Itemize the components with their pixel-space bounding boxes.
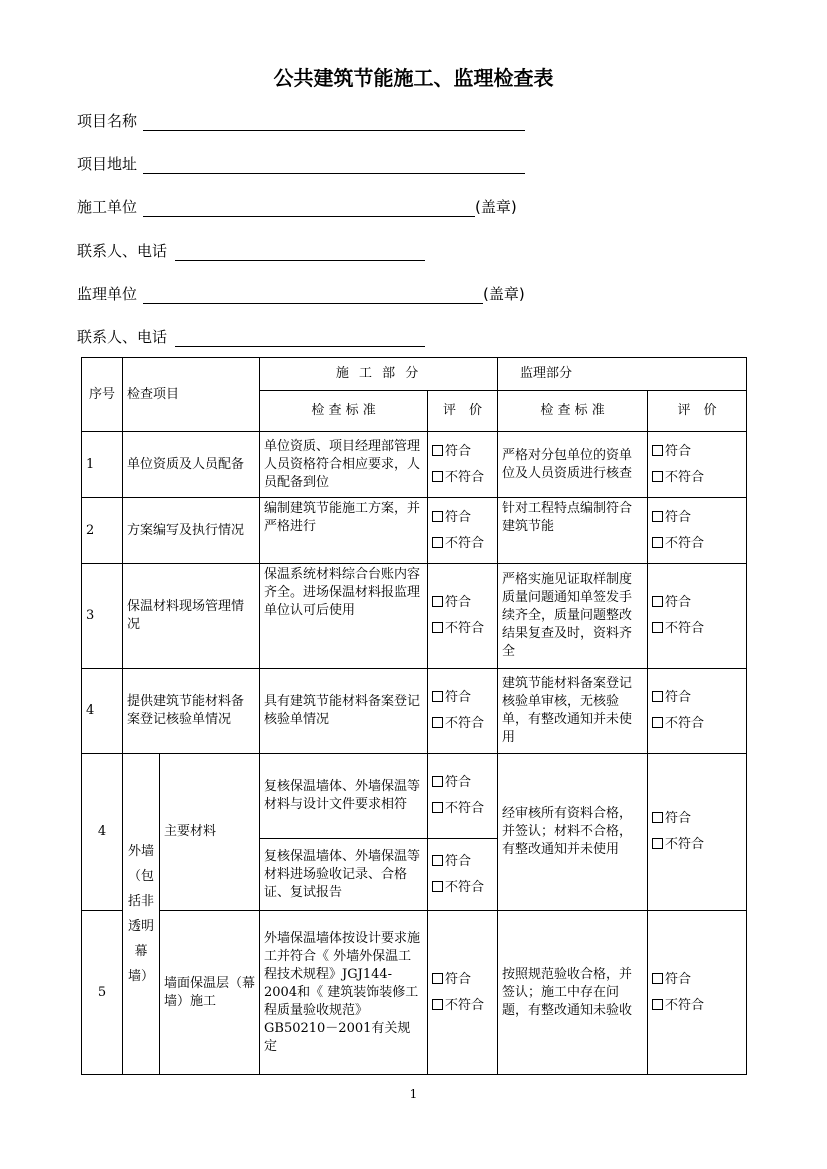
- checkbox-icon: [652, 622, 663, 633]
- checkbox-icon: [652, 471, 663, 482]
- header-item: 检查项目: [123, 358, 260, 432]
- row-seq: 4: [82, 754, 123, 911]
- construction-evaluation: [428, 669, 498, 754]
- fill-line[interactable]: [143, 172, 525, 174]
- checkbox-icon: [432, 471, 443, 482]
- checkbox-icon: [652, 537, 663, 548]
- header-construction-part: 施 工 部 分: [260, 358, 498, 391]
- checkbox-icon: [432, 999, 443, 1010]
- supervision-evaluation: [648, 669, 747, 754]
- row-seq: 3: [82, 564, 123, 669]
- pass-option[interactable]: 符合: [432, 505, 493, 531]
- supervision-standard: 按照规范验收合格，并签认；施工中存在问题，有整改通知未验收: [498, 911, 648, 1075]
- checkbox-icon: [652, 812, 663, 823]
- pass-option[interactable]: 符合: [652, 806, 742, 832]
- header-seq: 序号: [82, 358, 123, 432]
- table-row: [82, 754, 747, 839]
- row-item: 保温材料现场管理情况: [123, 564, 260, 669]
- field-label: 联系人、电话: [77, 328, 168, 346]
- pass-option[interactable]: 符合: [652, 505, 742, 531]
- field-label: 项目名称: [77, 112, 138, 130]
- construction-standard: 单位资质、项目经理部管理人员资格符合相应要求，人员配备到位: [260, 432, 428, 498]
- wall-group-label: 外墙（包括非透明幕墙）: [123, 754, 160, 1075]
- supervision-standard: 严格对分包单位的资单位及人员资质进行核查: [498, 432, 648, 498]
- pass-option[interactable]: 符合: [432, 849, 493, 875]
- page-number: 1: [409, 1087, 418, 1101]
- construction-standard: 复核保温墙体、外墙保温等材料进场验收记录、合格证、复试报告: [260, 839, 428, 911]
- construction-evaluation: [428, 432, 498, 498]
- supervision-evaluation: [648, 911, 747, 1075]
- row-item: 墙面保温层（幕墙）施工: [160, 911, 260, 1075]
- fill-line[interactable]: [143, 129, 525, 131]
- pass-option[interactable]: 符合: [432, 439, 493, 465]
- fail-option[interactable]: 不符合: [652, 832, 742, 858]
- row-seq: 4: [82, 669, 123, 754]
- checkbox-icon: [432, 537, 443, 548]
- field-project-address: [77, 150, 527, 174]
- table-row: [82, 432, 747, 498]
- construction-standard: 保温系统材料综合台账内容齐全。进场保温材料报监理单位认可后使用: [260, 564, 428, 669]
- header-supervision-part: 监理部分: [498, 358, 747, 391]
- field-label: 联系人、电话: [77, 242, 168, 260]
- fail-option[interactable]: 不符合: [432, 531, 493, 557]
- fill-line[interactable]: [175, 345, 425, 347]
- table-row: [82, 911, 747, 1075]
- checkbox-icon: [652, 973, 663, 984]
- checkbox-icon: [432, 717, 443, 728]
- field-label: 项目地址: [77, 155, 138, 173]
- construction-evaluation: [428, 911, 498, 1075]
- checkbox-icon: [652, 445, 663, 456]
- field-project-name: [77, 107, 527, 131]
- row-seq: 5: [82, 911, 123, 1075]
- header-construction-standard: 检 查 标 准: [260, 391, 428, 432]
- fail-option[interactable]: 不符合: [432, 465, 493, 491]
- table-row: [82, 564, 747, 669]
- construction-standard: 具有建筑节能材料备案登记核验单情况: [260, 669, 428, 754]
- supervision-evaluation: [648, 754, 747, 911]
- row-seq: 2: [82, 498, 123, 564]
- header-supervision-standard: 检 查 标 准: [498, 391, 648, 432]
- supervision-evaluation: [648, 564, 747, 669]
- field-contact-1: [77, 237, 527, 261]
- page-title: 公共建筑节能施工、监理检查表: [273, 66, 554, 90]
- construction-standard: 编制建筑节能施工方案，并严格进行: [260, 498, 428, 564]
- checkbox-icon: [432, 511, 443, 522]
- pass-option[interactable]: 符合: [432, 770, 493, 796]
- fail-option[interactable]: 不符合: [652, 711, 742, 737]
- fill-line[interactable]: [143, 215, 475, 217]
- field-contact-2: [77, 323, 527, 347]
- fail-option[interactable]: 不符合: [432, 993, 493, 1019]
- fail-option[interactable]: 不符合: [432, 616, 493, 642]
- supervision-standard: 建筑节能材料备案登记核验单审核，无核验单，有整改通知并未使用: [498, 669, 648, 754]
- fail-option[interactable]: 不符合: [432, 875, 493, 901]
- table-row: [82, 498, 747, 564]
- supervision-standard: 经审核所有资料合格，并签认；材料不合格，有整改通知并未使用: [498, 754, 648, 911]
- pass-option[interactable]: 符合: [432, 967, 493, 993]
- row-item: 主要材料: [160, 754, 260, 911]
- checkbox-icon: [432, 855, 443, 866]
- row-seq: 1: [82, 432, 123, 498]
- construction-standard: 复核保温墙体、外墙保温等材料与设计文件要求相符: [260, 754, 428, 839]
- field-label: 施工单位: [77, 198, 138, 216]
- checkbox-icon: [652, 691, 663, 702]
- supervision-standard: 针对工程特点编制符合建筑节能: [498, 498, 648, 564]
- checkbox-icon: [652, 511, 663, 522]
- construction-evaluation: [428, 564, 498, 669]
- fail-option[interactable]: 不符合: [432, 796, 493, 822]
- pass-option[interactable]: 符合: [652, 685, 742, 711]
- construction-evaluation: [428, 754, 498, 839]
- checkbox-icon: [432, 445, 443, 456]
- checkbox-icon: [432, 776, 443, 787]
- checkbox-icon: [432, 622, 443, 633]
- row-item: 方案编写及执行情况: [123, 498, 260, 564]
- inspection-table: [81, 357, 747, 1075]
- checkbox-icon: [652, 838, 663, 849]
- supervision-evaluation: [648, 498, 747, 564]
- pass-option[interactable]: 符合: [652, 439, 742, 465]
- table-row: [82, 669, 747, 754]
- row-item: 提供建筑节能材料备案登记核验单情况: [123, 669, 260, 754]
- construction-evaluation: [428, 498, 498, 564]
- checkbox-icon: [652, 596, 663, 607]
- seal-note: (盖章): [483, 285, 525, 303]
- checkbox-icon: [432, 973, 443, 984]
- fill-line[interactable]: [143, 302, 483, 304]
- construction-evaluation: [428, 839, 498, 911]
- supervision-standard: 严格实施见证取样制度质量问题通知单签发手续齐全，质量问题整改结果复查及时，资料齐全: [498, 564, 648, 669]
- field-construction-unit: [77, 193, 527, 217]
- pass-option[interactable]: 符合: [652, 967, 742, 993]
- field-label: 监理单位: [77, 285, 138, 303]
- seal-note: (盖章): [475, 198, 517, 216]
- checkbox-icon: [432, 691, 443, 702]
- pass-option[interactable]: 符合: [432, 685, 493, 711]
- row-item: 单位资质及人员配备: [123, 432, 260, 498]
- checkbox-icon: [432, 881, 443, 892]
- field-supervision-unit: [77, 280, 537, 304]
- pass-option[interactable]: 符合: [432, 590, 493, 616]
- construction-standard: 外墙保温墙体按设计要求施工并符合《 外墙外保温工程技术规程》JGJ144-2004和《 建筑装饰装修工程质量验收规范》 GB50210－2001有关规定: [260, 911, 428, 1075]
- header-supervision-evaluation: 评 价: [648, 391, 747, 432]
- checkbox-icon: [432, 596, 443, 607]
- checkbox-icon: [432, 802, 443, 813]
- fail-option[interactable]: 不符合: [432, 711, 493, 737]
- fail-option[interactable]: 不符合: [652, 531, 742, 557]
- header-construction-evaluation: 评 价: [428, 391, 498, 432]
- fail-option[interactable]: 不符合: [652, 465, 742, 491]
- pass-option[interactable]: 符合: [652, 590, 742, 616]
- checkbox-icon: [652, 717, 663, 728]
- checkbox-icon: [652, 999, 663, 1010]
- supervision-evaluation: [648, 432, 747, 498]
- fail-option[interactable]: 不符合: [652, 616, 742, 642]
- fill-line[interactable]: [175, 259, 425, 261]
- fail-option[interactable]: 不符合: [652, 993, 742, 1019]
